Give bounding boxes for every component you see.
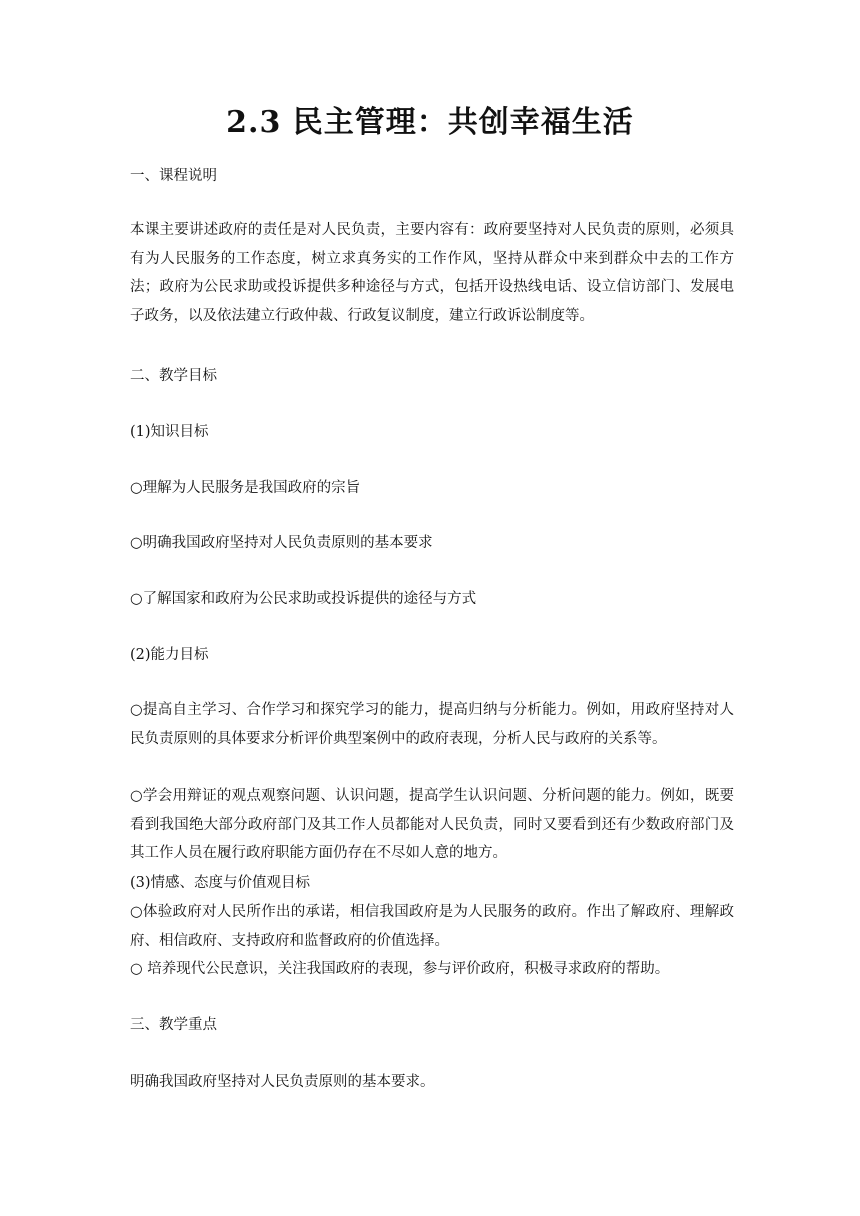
subheading-knowledge-goals: (1)知识目标 (130, 424, 209, 440)
knowledge-goal-item: ○明确我国政府坚持对人民负责原则的基本要求 (130, 535, 433, 551)
ability-goal-item: ○提高自主学习、合作学习和探究学习的能力，提高归纳与分析能力。例如，用政府坚持对人民负责原则的具体要求分析评价典型案例中的政府表现，分析人民与政府的关系等。 (130, 702, 734, 747)
values-goal-item: ○ 培养现代公民意识，关注我国政府的表现，参与评价政府，积极寻求政府的帮助。 (130, 961, 670, 977)
subheading-ability-goals: (2)能力目标 (130, 647, 209, 663)
section-heading-teaching-focus: 三、教学重点 (130, 1017, 217, 1033)
course-description-paragraph: 本课主要讲述政府的责任是对人民负责，主要内容有：政府要坚持对人民负责的原则，必须具有为人民服务的工作态度，树立求真务实的工作作风，坚持从群众中来到群众中去的工作方法；政府为公民求助或投诉提供多种途径与方式，包括开设热线电话、设立信访部门、发展电子政务，以及依法建立行政仲裁、行政复议制度，建立行政诉讼制度等。 (130, 222, 734, 324)
knowledge-goal-item: ○理解为人民服务是我国政府的宗旨 (130, 480, 361, 496)
document-title: 2.3 民主管理：共创幸福生活 (226, 105, 634, 140)
teaching-focus-text: 明确我国政府坚持对人民负责原则的基本要求。 (130, 1074, 435, 1090)
values-goal-item: ○体验政府对人民所作出的承诺，相信我国政府是为人民服务的政府。作出了解政府、理解政府、相信政府、支持政府和监督政府的价值选择。 (130, 904, 734, 949)
knowledge-goal-item: ○了解国家和政府为公民求助或投诉提供的途径与方式 (130, 591, 477, 607)
section-heading-teaching-goals: 二、教学目标 (130, 368, 217, 384)
ability-goal-item: ○学会用辩证的观点观察问题、认识问题，提高学生认识问题、分析问题的能力。例如，既要看到我国绝大部分政府部门及其工作人员都能对人民负责，同时又要看到还有少数政府部门及其工作人员在履行政府职能方面仍存在不尽如人意的地方。 (130, 788, 734, 861)
section-heading-course-description: 一、课程说明 (130, 168, 217, 184)
subheading-values-goals: (3)情感、态度与价值观目标 (130, 875, 311, 891)
